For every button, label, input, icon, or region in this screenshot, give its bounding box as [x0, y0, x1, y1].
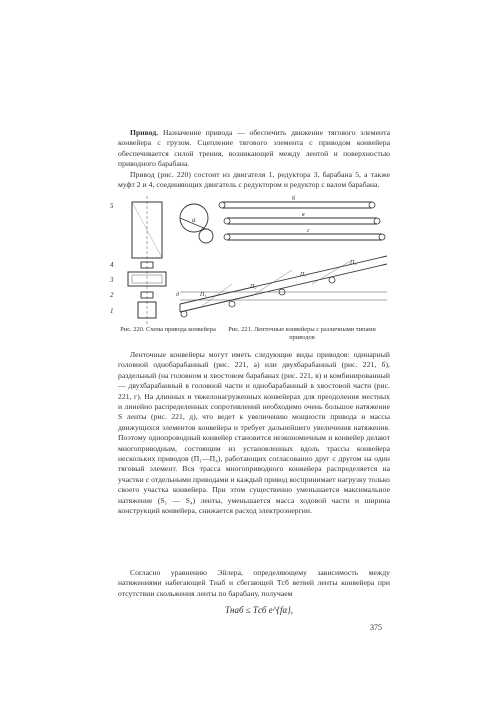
- label-2: 2: [110, 291, 114, 299]
- label-g: г: [307, 228, 310, 234]
- label-P4: П₄: [350, 260, 357, 266]
- label-P3: П₃: [300, 272, 307, 278]
- paragraph-drive-types: Ленточные конвейеры могут иметь следующие виды приводов: одинарный головной однобарабанный (рис. 221, а) или двухбарабанный (рис. 221, б), раздельный (на головном и хвостовом барабанах (рис. 221, в) и комбинированный — двухбарабанный в головной части и однобарабанный в хвостовой части (рис. 221, г). На длинных и тяжелонагруженных конвейерах для преодоления местных и линейно распределенных сопротивлений необходимо очень большое натяжение S ленты (рис. 221, д), что ведет к увеличению мощности привода и массы движущихся элементов конвейера и требует дальнейшего увеличения натяжения. Поэтому однопроводный конвейер становится неэкономичным и конвейер делают многоприводным, состоящим из установленных вдоль трассы конвейера нескольких приводов (П₁—П₄), работающих согласованно друг с другом на один тяговый элемент. Вся трасса многоприводного конвейера распределяется на участки с отдельными приводами и каждый привод воспринимает нагрузку только своего участка конвейера. При этом существенно уменьшается максимальное натяжение (S₁ — S₄) ленты, уменьшается масса ходовой части и ширина конструкций конвейера, снижается расход электроэнергии.: [118, 350, 390, 516]
- label-a: а: [192, 216, 196, 224]
- label-d: д: [176, 292, 180, 298]
- label-P1: П₁: [200, 292, 207, 298]
- label-P2: П₂: [250, 284, 257, 290]
- label-4: 4: [110, 261, 114, 269]
- paragraph-text: Назначение привода — обеспечить движение тягового элемента конвейера с грузом. Сцепление тягового элемента с приводом конвейера обеспечивается силой трения, возникающей между лентой и поверхностью приводного барабана.: [118, 128, 390, 169]
- label-5: 5: [110, 202, 114, 210]
- paragraph-drive-purpose: [118, 128, 390, 170]
- motor-1: [138, 302, 156, 318]
- label-c: в: [302, 212, 305, 218]
- label-3: 3: [110, 276, 114, 284]
- caption-fig-221: Рис. 221. Ленточные конвейеры с различными типами приводов: [228, 326, 376, 341]
- label-b: б: [292, 196, 296, 202]
- label-1: 1: [110, 307, 114, 315]
- paragraph-euler: Согласно уравнению Эйлера, определяющему зависимость между натяжениями набегающей Tнаб и сбегающей Tсб ветвей ленты конвейера при отсутствии скольжения ленты по барабану, получаем: [118, 568, 390, 598]
- page-number: 375: [370, 623, 382, 632]
- figure-221-conveyor-drives: [172, 196, 394, 324]
- pulley-a2: [199, 229, 213, 243]
- paragraph-drive-composition: Привод (рис. 220) состоит из двигателя 1, редуктора 3, барабана 5, а также муфт 2 и 4, соединяющих двигатель с редуктором и редуктор с валом барабана.: [118, 170, 390, 190]
- euler-formula: Tнаб ≤ Tсб e^{fα},: [225, 605, 294, 615]
- caption-fig-220: Рис. 220. Схема привода конвейера: [120, 326, 216, 333]
- run-in-heading: Привод.: [130, 128, 159, 137]
